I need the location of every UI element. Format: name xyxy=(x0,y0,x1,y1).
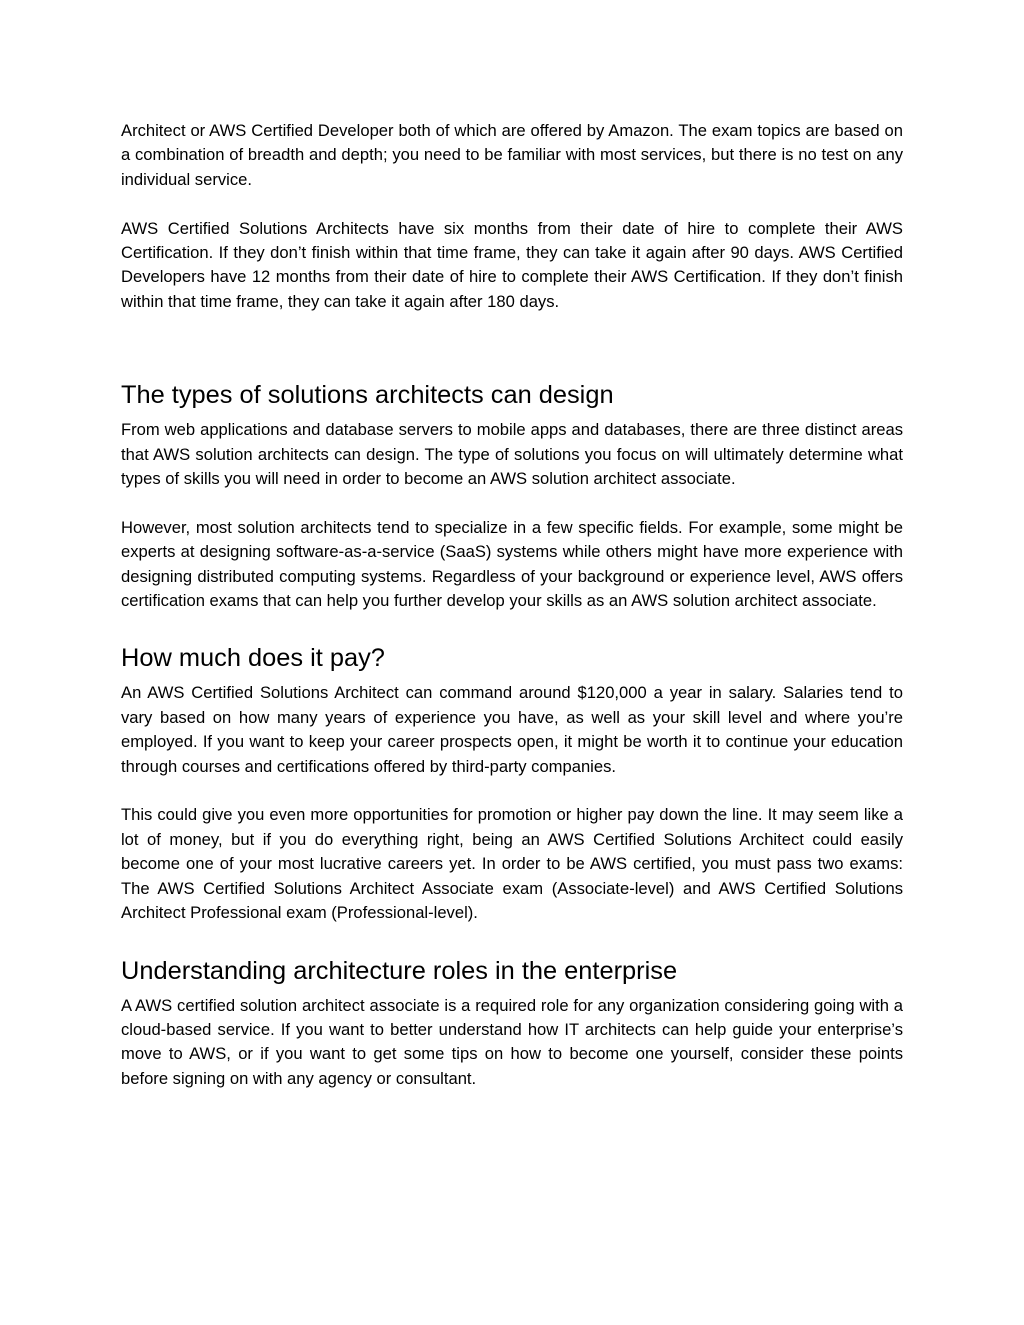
section-paragraph: However, most solution architects tend to specialize in a few specific fields. For example, some might be experts at designing software-as-a-service (SaaS) systems while others might have more experience with designing distributed computing systems. Regardless of your background or experience level, AWS offers certification exams that can help you further develop your skills as an AWS solution architect associate. xyxy=(121,517,903,611)
intro-paragraph-1: Architect or AWS Certified Developer both of which are offered by Amazon. The exam topics are based on a combination of breadth and depth; you need to be familiar with most services, but there is no test on any individual service. xyxy=(121,121,903,189)
section-heading-pay: How much does it pay? xyxy=(121,644,385,673)
section-paragraph: From web applications and database servers to mobile apps and databases, there are three distinct areas that AWS solution architects can design. The type of solutions you focus on will ultimately determine what types of skills you will need in order to become an AWS solution architect associate. xyxy=(121,420,903,489)
paragraph-spacer xyxy=(121,192,903,216)
paragraph-spacer xyxy=(121,779,903,803)
section-pay xyxy=(121,643,903,925)
section-heading-solution-types: The types of solutions architects can design xyxy=(121,381,614,410)
section-heading-architecture-roles: Understanding architecture roles in the enterprise xyxy=(121,956,678,985)
section-paragraph: An AWS Certified Solutions Architect can command around $120,000 a year in salary. Salaries tend to vary based on how many years of experience you have, as well as your skill level and where you’re employed. If you want to keep your career prospects open, it might be worth it to continue your education through courses and certifications offered by third-party companies. xyxy=(121,683,903,776)
section-paragraph: This could give you even more opportunities for promotion or higher pay down the line. It may seem like a lot of money, but if you do everything right, being an AWS Certified Solutions Architect could easily become one of your most lucrative careers yet. In order to be AWS certified, you must pass two exams: The AWS Certified Solutions Architect Associate exam (Associate-level) and AWS Certified Solutions Architect Professional exam (Professional-level). xyxy=(121,805,903,923)
paragraph-spacer xyxy=(121,491,903,515)
section-paragraph: A AWS certified solution architect associate is a required role for any organization considering going with a cloud-based service. If you want to better understand how IT architects can help guide your enterprise’s move to AWS, or if you want to get some tips on how to become one yourself, consider these points before signing on with any agency or consultant. xyxy=(121,995,903,1088)
section-architecture-roles xyxy=(121,956,903,1092)
intro-paragraph-2: AWS Certified Solutions Architects have six months from their date of hire to complete their AWS Certification. If they don’t finish within that time frame, they can take it again after 90 days. AWS Certified Developers have 12 months from their date of hire to complete their AWS Certification. If they don’t finish within that time frame, they can take it again after 180 days. xyxy=(121,218,903,311)
section-solution-types xyxy=(121,380,903,613)
